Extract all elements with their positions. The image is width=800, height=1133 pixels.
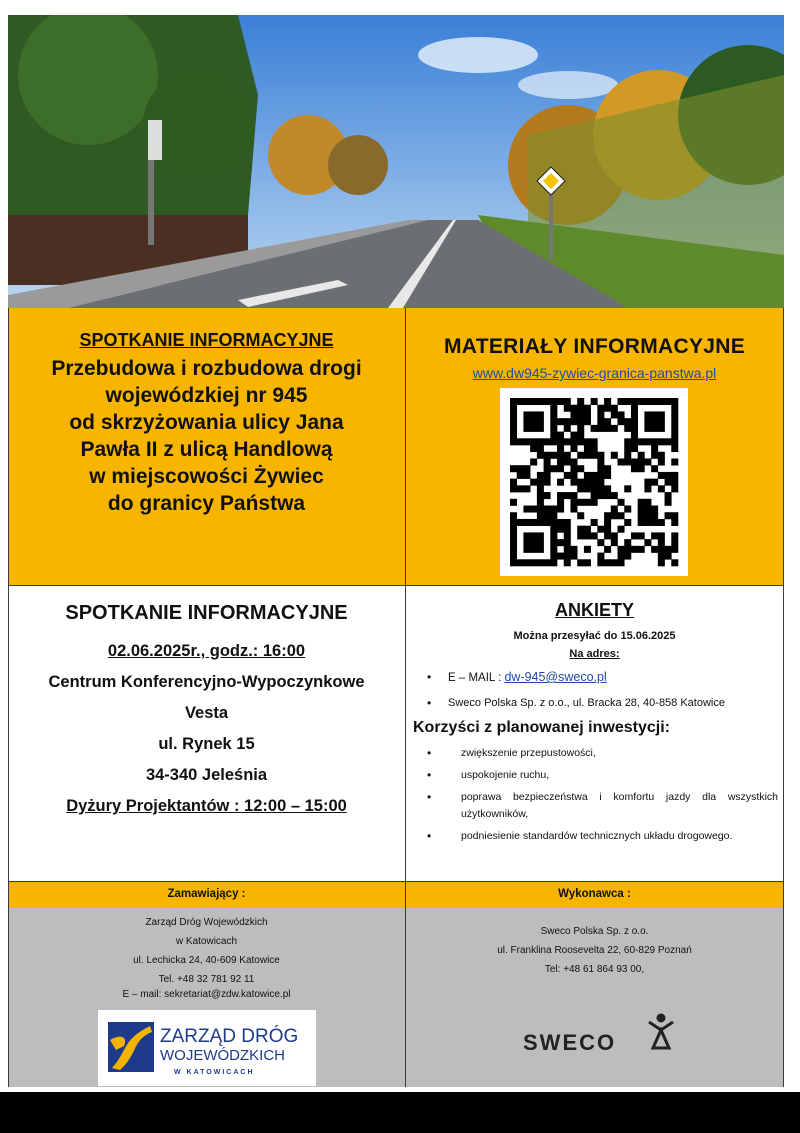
- info-label: SPOTKANIE INFORMACYJNE: [79, 330, 334, 350]
- qr-code[interactable]: [500, 388, 688, 576]
- sweco-logo: [523, 1008, 683, 1058]
- benefit-item: • zwiększenie przepustowości,: [405, 745, 784, 762]
- contractor-label: Wykonawca :: [558, 888, 631, 900]
- sweco-logo-text: SWECO: [523, 1030, 617, 1055]
- meeting-venue: Centrum Konferencyjno-Wypoczynkowe: [48, 673, 365, 691]
- ordering-label: Zamawiający :: [167, 888, 246, 900]
- ordering-line1: Zarząd Dróg Wojewódzkich: [145, 917, 268, 928]
- designer-hours: Dyżury Projektantów : 12:00 – 15:00: [66, 797, 347, 815]
- contractor-line2: ul. Franklina Roosevelta 22, 60-829 Poznań: [497, 945, 692, 956]
- contractor-line1: Sweco Polska Sp. z o.o.: [540, 926, 649, 937]
- project-website-link[interactable]: www.dw945-zywiec-granica-panstwa.pl: [472, 365, 717, 381]
- ordering-panel: [8, 908, 405, 1087]
- meeting-street: ul. Rynek 15: [158, 735, 255, 753]
- benefit-item: • uspokojenie ruchu,: [405, 767, 784, 784]
- benefits-title: Korzyści z planowanej inwestycji:: [413, 719, 670, 736]
- project-title: Przebudowa i rozbudowa drogi wojewódzkiej nr 945 od skrzyżowania ulicy Jana Pawła II z ulicą Handlową w miejscowości Żywiec do granicy Państwa: [51, 357, 362, 515]
- ordering-phone: Tel. +48 32 781 92 11: [158, 974, 255, 985]
- ordering-email: E – mail: sekretariat@zdw.katowice.pl: [122, 989, 291, 1000]
- zdw-logo-line2: WOJEWÓDZKICH: [160, 1047, 285, 1064]
- benefit-item: • poprawa bezpieczeństwa i komfortu jazdy dla wszystkich użytkowników,: [405, 789, 784, 823]
- ordering-label-bar: [8, 881, 405, 908]
- ordering-line2: w Katowicach: [175, 936, 238, 947]
- survey-email-item: • E – MAIL : dw-945@sweco.pl: [405, 668, 784, 687]
- zdw-logo-line1: ZARZĄD DRÓG: [160, 1026, 299, 1047]
- benefit-item: • podniesienie standardów technicznych układu drogowego.: [405, 828, 784, 845]
- meeting-city: 34-340 Jeleśnia: [145, 766, 268, 784]
- surveys-deadline: Można przesyłać do 15.06.2025: [513, 630, 676, 642]
- meeting-venue-name: Vesta: [184, 704, 229, 722]
- meeting-date: 02.06.2025r., godz.: 16:00: [107, 642, 306, 660]
- zdw-logo: [98, 1010, 316, 1086]
- contractor-panel: [405, 908, 784, 1087]
- meeting-title: SPOTKANIE INFORMACYJNE: [65, 602, 348, 624]
- contractor-label-bar: [405, 881, 784, 908]
- surveys-panel: [405, 585, 784, 881]
- survey-email-link[interactable]: dw-945@sweco.pl: [504, 670, 607, 684]
- ordering-line3: ul. Lechicka 24, 40-609 Katowice: [133, 955, 280, 966]
- sweco-symbol-icon: [649, 1015, 673, 1048]
- road-photo: [8, 15, 784, 308]
- materials-title: MATERIAŁY INFORMACYJNE: [444, 335, 745, 358]
- survey-postal-item: • Sweco Polska Sp. z o.o., ul. Bracka 28, 40-858 Katowice: [405, 695, 784, 711]
- surveys-address-label: Na adres:: [569, 648, 620, 660]
- zdw-logo-line3: W KATOWICACH: [174, 1069, 255, 1076]
- bottom-black-bar: [0, 1092, 800, 1133]
- meeting-panel: [8, 585, 405, 881]
- contractor-phone: Tel: +48 61 864 93 00,: [544, 964, 645, 975]
- surveys-title: ANKIETY: [554, 600, 634, 620]
